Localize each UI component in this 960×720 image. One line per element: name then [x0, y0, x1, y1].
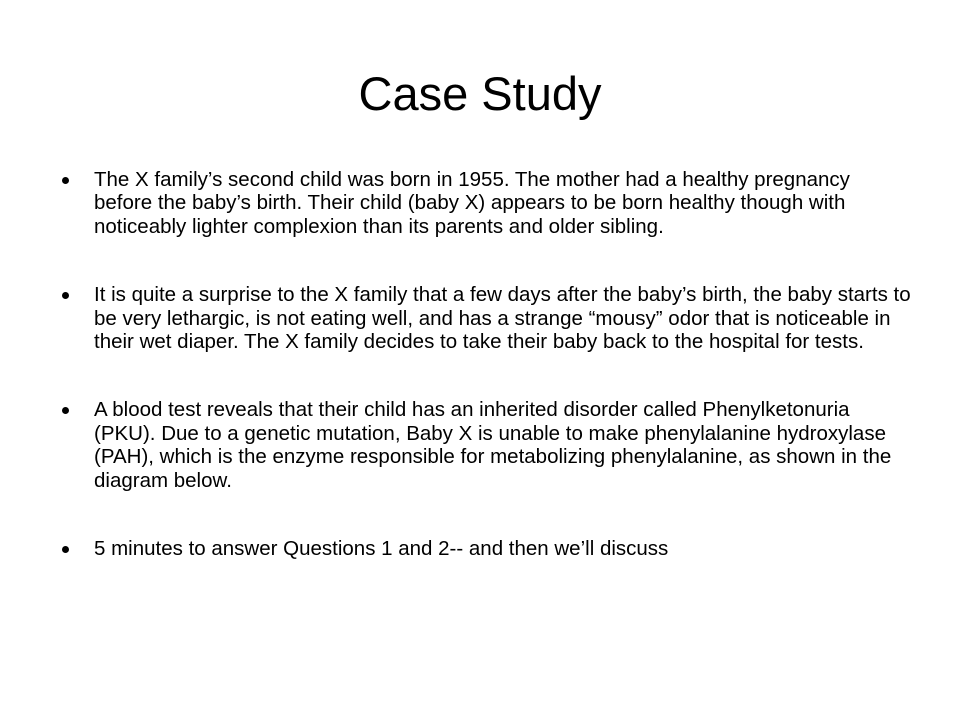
bullet-item: [62, 398, 912, 492]
bullet-list: [62, 168, 912, 560]
bullet-item: [62, 537, 912, 560]
bullet-text: It is quite a surprise to the X family that a few days after the baby’s birth, the baby starts to be very lethargic, is not eating well, and has a strange “mousy” odor that is noticeable in their wet diaper. The X family decides to take their baby back to the hospital for tests.: [94, 283, 911, 354]
bullet-text: 5 minutes to answer Questions 1 and 2-- and then we’ll discuss: [94, 537, 669, 561]
bullet-dot-icon: [62, 407, 69, 414]
bullet-dot-icon: [62, 177, 69, 184]
slide-title: Case Study: [358, 67, 602, 120]
bullet-item: [62, 168, 912, 238]
bullet-dot-icon: [62, 292, 69, 299]
bullet-text: The X family’s second child was born in 1955. The mother had a healthy pregnancy before the baby’s birth. Their child (baby X) appears to be born healthy though with noticeably lighter complexion than its parents and older sibling.: [94, 168, 850, 238]
bullet-dot-icon: [62, 546, 69, 553]
bullet-item: [62, 283, 912, 353]
bullet-text: A blood test reveals that their child has an inherited disorder called Phenylketonuria (PKU). Due to a genetic mutation, Baby X is unable to make phenylalanine hydroxylase (PAH), which is the enzyme responsible for metabolizing phenylalanine, as shown in the diagram below.: [94, 398, 892, 492]
